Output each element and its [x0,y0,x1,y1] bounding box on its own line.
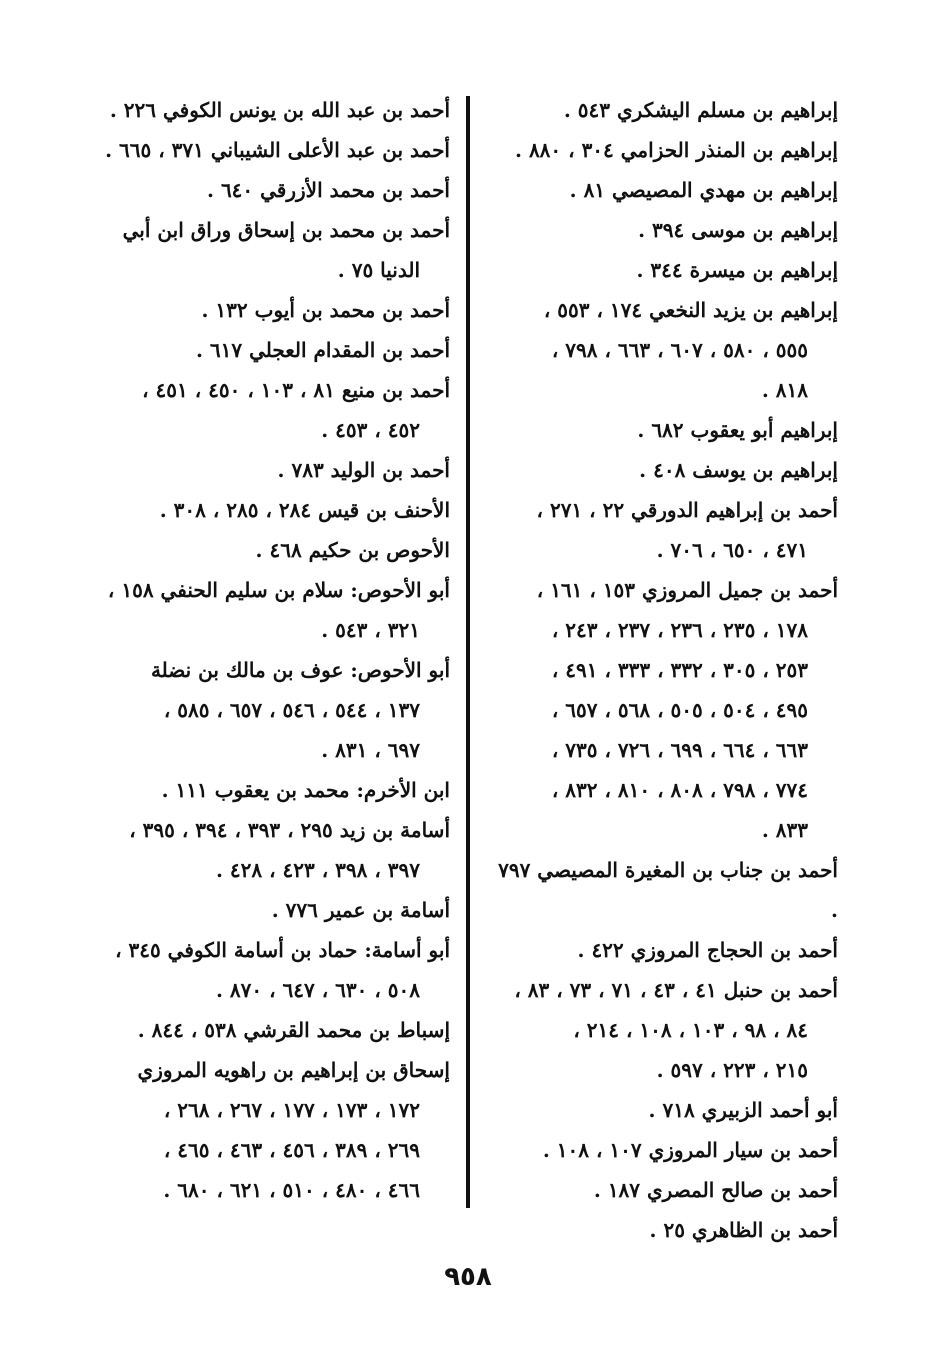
index-entry-line: أسامة بن زيد ٢٩٥ ، ٣٩٣ ، ٣٩٤ ، ٣٩٥ ، [129,818,450,842]
index-entry-line: أبو أحمد الزبيري ٧١٨ . [648,1098,838,1122]
index-entry-line: إبراهيم أبو يعقوب ٦٨٢ . [637,418,838,442]
index-entry-line: إبراهيم بن مسلم اليشكري ٥٤٣ . [563,98,838,122]
index-entry-continuation: ٨٣٣ . [761,818,808,842]
index-entry [493,290,838,410]
index-entry-line: أحمد بن محمد الأزرقي ٦٤٠ . [207,178,450,202]
index-entry-continuation: ٦٦٣ ، ٦٦٤ ، ٦٩٩ ، ٧٢٦ ، ٧٣٥ ، [551,738,808,762]
index-entry [104,890,450,930]
index-entry [104,170,450,210]
index-entry-continuation: ٣٢١ ، ٥٤٣ . [321,618,420,642]
index-entry-line: إبراهيم بن المنذر الحزامي ٣٠٤ ، ٨٨٠ . [515,138,838,162]
index-entry [493,450,838,490]
index-entry-line: إبراهيم بن يوسف ٤٠٨ . [639,458,838,482]
index-entry-continuation: ٥٠٨ ، ٦٣٠ ، ٦٤٧ ، ٨٧٠ . [215,978,420,1002]
index-entry-line: أحمد بن منيع ٨١ ، ١٠٣ ، ٤٥٠ ، ٤٥١ ، [142,378,450,402]
index-entry [104,530,450,570]
index-entry-line: أحمد بن محمد بن إسحاق وراق ابن أبي [122,218,450,242]
index-entry [104,930,450,1010]
index-entry-line: الأحوص بن حكيم ٤٦٨ . [255,538,450,562]
index-entry-continuation: ٥٥٥ ، ٥٨٠ ، ٦٠٧ ، ٦٦٣ ، ٧٩٨ ، [551,338,808,362]
index-entry [493,250,838,290]
index-entry-line: أسامة بن عمير ٧٧٦ . [271,898,450,922]
index-entry-continuation: ٣٩٧ ، ٣٩٨ ، ٤٢٣ ، ٤٢٨ . [215,858,420,882]
index-entry [493,130,838,170]
index-entry [104,650,450,770]
index-entry-continuation: ٤٦٦ ، ٤٨٠ ، ٥١٠ ، ٦٢١ ، ٦٨٠ . [163,1178,420,1202]
index-column-left [104,90,450,1210]
index-entry-line: أحمد بن سيار المروزي ١٠٧ ، ١٠٨ . [542,1138,838,1162]
index-entry [493,1090,838,1130]
index-entry-line: أبو الأحوص: سلام بن سليم الحنفي ١٥٨ ، [107,578,450,602]
index-entry-continuation: ٧٧٤ ، ٧٩٨ ، ٨٠٨ ، ٨١٠ ، ٨٣٢ ، [551,778,808,802]
index-entry-line: أحمد بن عبد الأعلى الشيباني ٣٧١ ، ٦٦٥ . [105,138,450,162]
index-column-right [493,90,838,1250]
index-entry [493,850,838,930]
index-entry [493,210,838,250]
index-entry [104,1010,450,1050]
index-entry-line: أحمد بن المقدام العجلي ٦١٧ . [195,338,450,362]
index-entry-line: أبو الأحوص: عوف بن مالك بن نضلة [150,658,450,682]
index-entry-continuation: ١٧٢ ، ١٧٣ ، ١٧٧ ، ٢٦٧ ، ٢٦٨ ، [163,1098,420,1122]
index-entry [493,170,838,210]
index-entry-line: الأحنف بن قيس ٢٨٤ ، ٢٨٥ ، ٣٠٨ . [159,498,450,522]
index-entry-continuation: ٢١٥ ، ٢٢٣ ، ٥٩٧ . [656,1058,808,1082]
index-entry [104,130,450,170]
index-entry [104,90,450,130]
index-entry [493,970,838,1090]
index-entry-line: أحمد بن محمد بن أيوب ١٣٢ . [201,298,450,322]
page-number: ٩٥٨ [444,1262,492,1292]
index-entry [104,770,450,810]
index-entry-line: إسباط بن محمد القرشي ٥٣٨ ، ٨٤٤ . [137,1018,450,1042]
index-entry-line: أحمد بن الظاهري ٢٥ . [649,1218,838,1242]
index-entry-line: إبراهيم بن يزيد النخعي ١٧٤ ، ٥٥٣ ، [543,298,838,322]
index-entry-line: إبراهيم بن مهدي المصيصي ٨١ . [569,178,838,202]
index-entry-line: إسحاق بن إبراهيم بن راهويه المروزي [137,1058,450,1082]
index-entry-line: إبراهيم بن موسى ٣٩٤ . [638,218,838,242]
index-entry-continuation: ١٧٨ ، ٢٣٥ ، ٢٣٦ ، ٢٣٧ ، ٢٤٣ ، [551,618,808,642]
column-divider [466,96,470,1208]
index-entry-line: أحمد بن جناب بن المغيرة المصيصي ٧٩٧ . [498,858,838,922]
index-entry-line: أحمد بن الوليد ٧٨٣ . [277,458,450,482]
index-entry-line: ابن الأخرم: محمد بن يعقوب ١١١ . [161,778,450,802]
index-entry [493,490,838,570]
index-entry-continuation: الدنيا ٧٥ . [337,258,420,282]
index-entry-line: أحمد بن الحجاج المروزي ٤٢٢ . [577,938,838,962]
index-entry-continuation: ١٣٧ ، ٥٤٤ ، ٥٤٦ ، ٦٥٧ ، ٥٨٥ ، [163,698,420,722]
index-entry-continuation: ٢٦٩ ، ٣٨٩ ، ٤٥٦ ، ٤٦٣ ، ٤٦٥ ، [163,1138,420,1162]
index-entry [104,570,450,650]
index-entry-continuation: ٢٥٣ ، ٣٠٥ ، ٣٣٢ ، ٣٣٣ ، ٤٩١ ، [551,658,808,682]
index-entry-line: أحمد بن عبد الله بن يونس الكوفي ٢٢٦ . [109,98,450,122]
index-entry-continuation: ٤٥٢ ، ٤٥٣ . [321,418,420,442]
index-entry [104,1050,450,1210]
index-entry [104,450,450,490]
index-entry [493,1170,838,1210]
index-entry [493,930,838,970]
index-entry-line: أحمد بن صالح المصري ١٨٧ . [593,1178,838,1202]
index-entry [104,330,450,370]
index-entry [104,490,450,530]
index-entry-continuation: ٨٤ ، ٩٨ ، ١٠٣ ، ١٠٨ ، ٢١٤ ، [573,1018,808,1042]
index-entry-continuation: ٦٩٧ ، ٨٣١ . [321,738,420,762]
index-entry [493,570,838,850]
index-entry [104,370,450,450]
index-entry [493,1130,838,1170]
index-entry [104,810,450,890]
index-entry-continuation: ٤٩٥ ، ٥٠٤ ، ٥٠٥ ، ٥٦٨ ، ٦٥٧ ، [551,698,808,722]
index-entry-continuation: ٨١٨ . [761,378,808,402]
index-entry-continuation: ٤٧١ ، ٦٥٠ ، ٧٠٦ . [656,538,808,562]
index-entry [493,90,838,130]
index-entry-line: أحمد بن جميل المروزي ١٥٣ ، ١٦١ ، [536,578,838,602]
index-entry [104,210,450,290]
index-entry [493,410,838,450]
index-entry-line: أبو أسامة: حماد بن أسامة الكوفي ٣٤٥ ، [115,938,450,962]
index-entry-line: أحمد بن حنبل ٤١ ، ٤٣ ، ٧١ ، ٧٣ ، ٨٣ ، [514,978,838,1002]
index-entry-line: أحمد بن إبراهيم الدورقي ٢٢ ، ٢٧١ ، [536,498,838,522]
index-entry [104,290,450,330]
index-entry [493,1210,838,1250]
index-entry-line: إبراهيم بن ميسرة ٣٤٤ . [636,258,838,282]
